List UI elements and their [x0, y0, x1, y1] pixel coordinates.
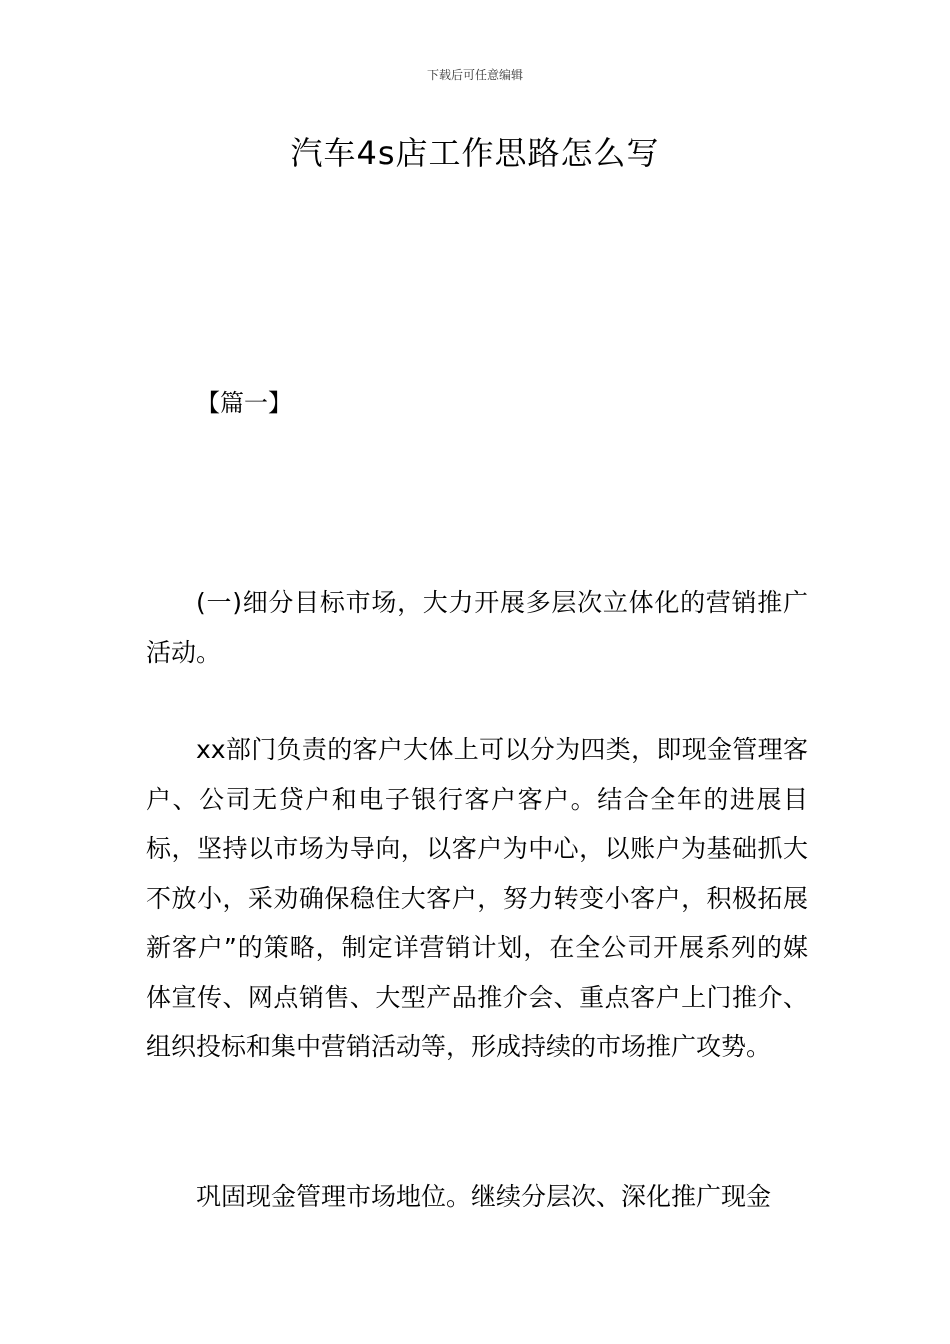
paragraph-2: xx部门负责的客户大体上可以分为四类，即现金管理客户、公司无贷户和电子银行客户客户。结合全年的进展目标，坚持以市场为导向，以客户为中心，以账户为基础抓大不放小，采劝确保稳住大客户，努力转变小客户，积极拓展新客户”的策略，制定详营销计划，在全公司开展系列的媒体宣传、网点销售、大型产品推介会、重点客户上门推介、组织投标和集中营销活动等，形成持续的市场推广攻势。	[146, 735, 808, 1061]
document-title: 汽车4s店工作思路怎么写	[290, 134, 660, 172]
section-label: 【篇一】	[196, 389, 292, 417]
paragraph-1: (一)细分目标市场，大力开展多层次立体化的营销推广活动。	[146, 588, 808, 667]
paragraph-3: 巩固现金管理市场地位。继续分层次、深化推广现金	[196, 1182, 772, 1211]
header-note: 下载后可任意编辑	[426, 68, 523, 82]
